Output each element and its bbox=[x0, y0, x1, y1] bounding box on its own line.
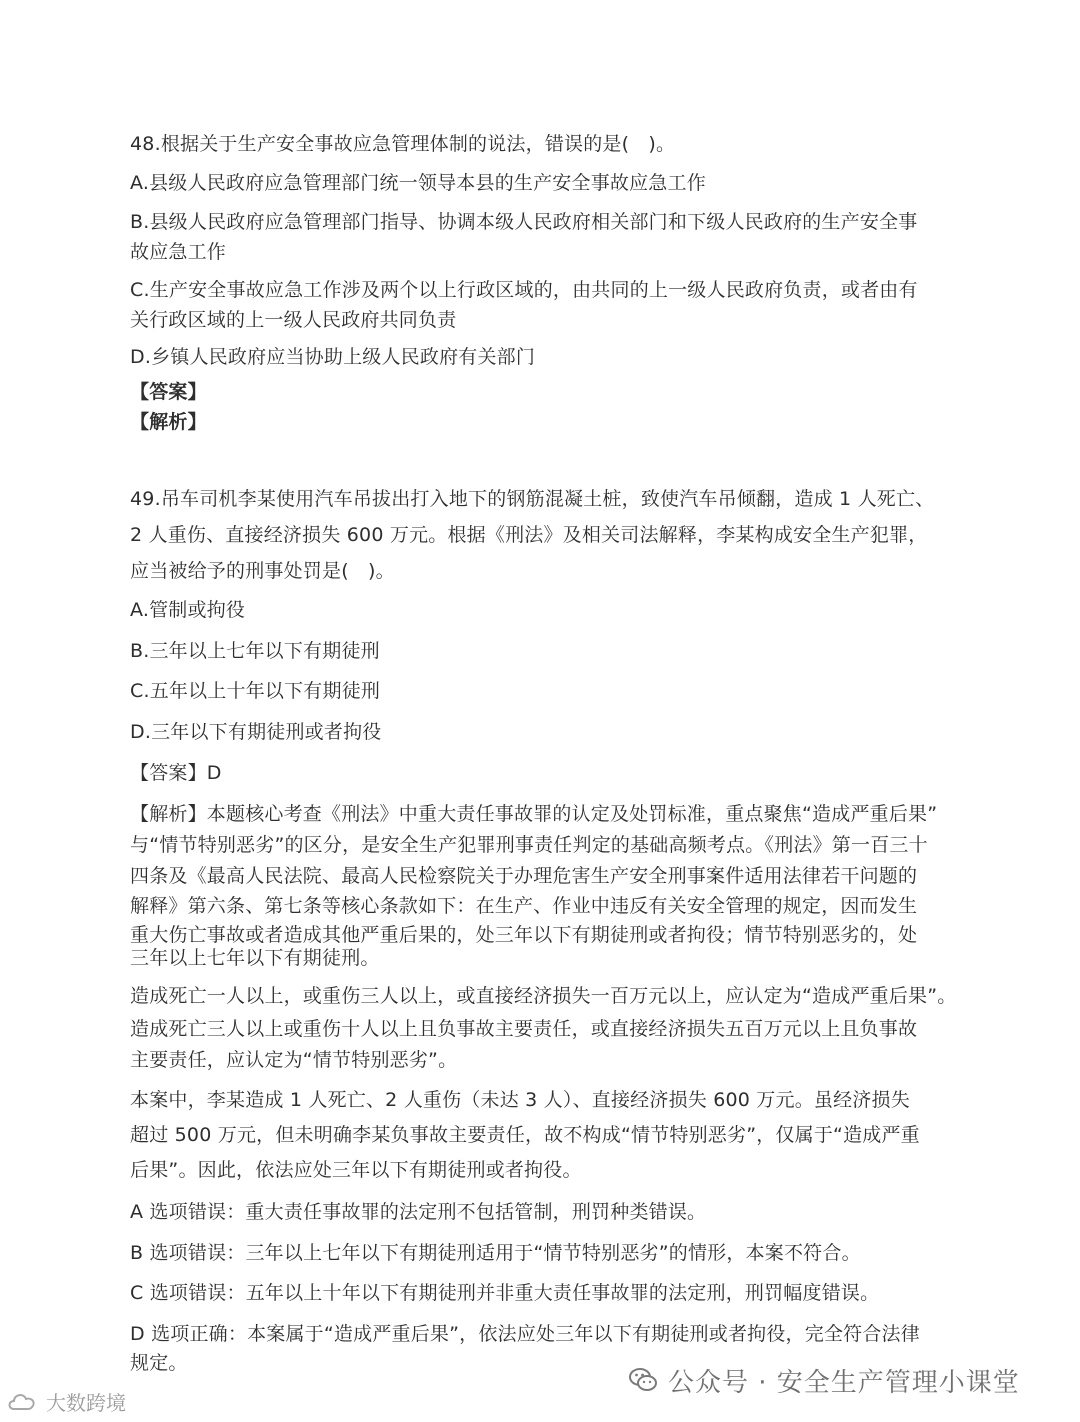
q48-option-d: D.乡镇人民政府应当协助上级人民政府有关部门 bbox=[130, 346, 536, 368]
q48-option-b-line2: 故应急工作 bbox=[130, 241, 227, 263]
q49-explanation-d-line1: D 选项正确：本案属于“造成严重后果”，依法应处三年以下有期徒刑或者拘役，完全符合法律 bbox=[130, 1323, 920, 1345]
q48-stem: 48.根据关于生产安全事故应急管理体制的说法，错误的是( )。 bbox=[130, 133, 676, 155]
q49-analysis-line4: 解释》第六条、第七条等核心条款如下：在生产、作业中违反有关安全管理的规定，因而发生 bbox=[130, 895, 918, 917]
q49-case-line1: 本案中，李某造成 1 人死亡、2 人重伤（未达 3 人）、直接经济损失 600 万元。虽经济损失 bbox=[130, 1089, 910, 1111]
q49-option-c: C.五年以上十年以下有期徒刑 bbox=[130, 680, 381, 702]
cloud-logo-icon bbox=[6, 1389, 40, 1413]
q49-rule-serious-consequences: 造成死亡一人以上，或重伤三人以上，或直接经济损失一百万元以上，应认定为“造成严重后果”。 bbox=[130, 985, 957, 1007]
q48-analysis-label: 【解析】 bbox=[130, 411, 207, 433]
q49-option-a: A.管制或拘役 bbox=[130, 599, 246, 621]
q49-case-line2: 超过 500 万元，但未明确李某负事故主要责任，故不构成“情节特别恶劣”，仅属于“造成严重 bbox=[130, 1124, 920, 1146]
q48-answer-label: 【答案】 bbox=[130, 381, 207, 403]
q49-explanation-d-line2: 规定。 bbox=[130, 1352, 188, 1374]
q49-option-d: D.三年以下有期徒刑或者拘役 bbox=[130, 721, 382, 743]
q49-answer: 【答案】D bbox=[130, 762, 222, 784]
q49-rule-especially-bad-line1: 造成死亡三人以上或重伤十人以上且负事故主要责任，或直接经济损失五百万元以上且负事故 bbox=[130, 1018, 918, 1040]
q49-analysis-line2: 与“情节特别恶劣”的区分，是安全生产犯罪刑事责任判定的基础高频考点。《刑法》第一百三十 bbox=[130, 834, 928, 856]
q49-explanation-b: B 选项错误：三年以上七年以下有期徒刑适用于“情节特别恶劣”的情形，本案不符合。 bbox=[130, 1242, 861, 1264]
source-watermark bbox=[6, 1386, 126, 1416]
q49-analysis-line3: 四条及《最高人民法院、最高人民检察院关于办理危害生产安全刑事案件适用法律若干问题的 bbox=[130, 865, 918, 887]
q49-explanation-a: A 选项错误：重大责任事故罪的法定刑不包括管制，刑罚种类错误。 bbox=[130, 1201, 707, 1223]
q49-stem-line1: 49.吊车司机李某使用汽车吊拔出打入地下的钢筋混凝土桩，致使汽车吊倾翻，造成 1 人死亡、 bbox=[130, 488, 935, 510]
q49-rule-especially-bad-line2: 主要责任，应认定为“情节特别恶劣”。 bbox=[130, 1049, 458, 1071]
wechat-icon bbox=[628, 1366, 658, 1394]
q48-option-b-line1: B.县级人民政府应急管理部门指导、协调本级人民政府相关部门和下级人民政府的生产安全事 bbox=[130, 211, 918, 233]
q49-analysis-line6: 三年以上七年以下有期徒刑。 bbox=[130, 947, 380, 969]
q49-case-line3: 后果”。因此，依法应处三年以下有期徒刑或者拘役。 bbox=[130, 1159, 582, 1181]
account-watermark bbox=[628, 1360, 1020, 1400]
account-watermark-text: 公众号 · 安全生产管理小课堂 bbox=[668, 1367, 1020, 1398]
q49-stem-line3: 应当被给予的刑事处罚是( )。 bbox=[130, 560, 395, 582]
source-watermark-text: 大数跨境 bbox=[46, 1390, 126, 1415]
q48-option-a: A.县级人民政府应急管理部门统一领导本县的生产安全事故应急工作 bbox=[130, 172, 706, 194]
q49-option-b: B.三年以上七年以下有期徒刑 bbox=[130, 640, 380, 662]
q49-analysis-line5: 重大伤亡事故或者造成其他严重后果的，处三年以下有期徒刑或者拘役；情节特别恶劣的，处 bbox=[130, 924, 918, 946]
q48-option-c-line1: C.生产安全事故应急工作涉及两个以上行政区域的，由共同的上一级人民政府负责，或者由有 bbox=[130, 279, 918, 301]
q49-analysis-line1: 【解析】本题核心考查《刑法》中重大责任事故罪的认定及处罚标准，重点聚焦“造成严重后果” bbox=[130, 803, 938, 825]
q48-option-c-line2: 关行政区域的上一级人民政府共同负责 bbox=[130, 309, 457, 331]
q49-stem-line2: 2 人重伤、直接经济损失 600 万元。根据《刑法》及相关司法解释，李某构成安全生产犯罪， bbox=[130, 524, 928, 546]
q49-explanation-c: C 选项错误：五年以上十年以下有期徒刑并非重大责任事故罪的法定刑，刑罚幅度错误。 bbox=[130, 1282, 880, 1304]
